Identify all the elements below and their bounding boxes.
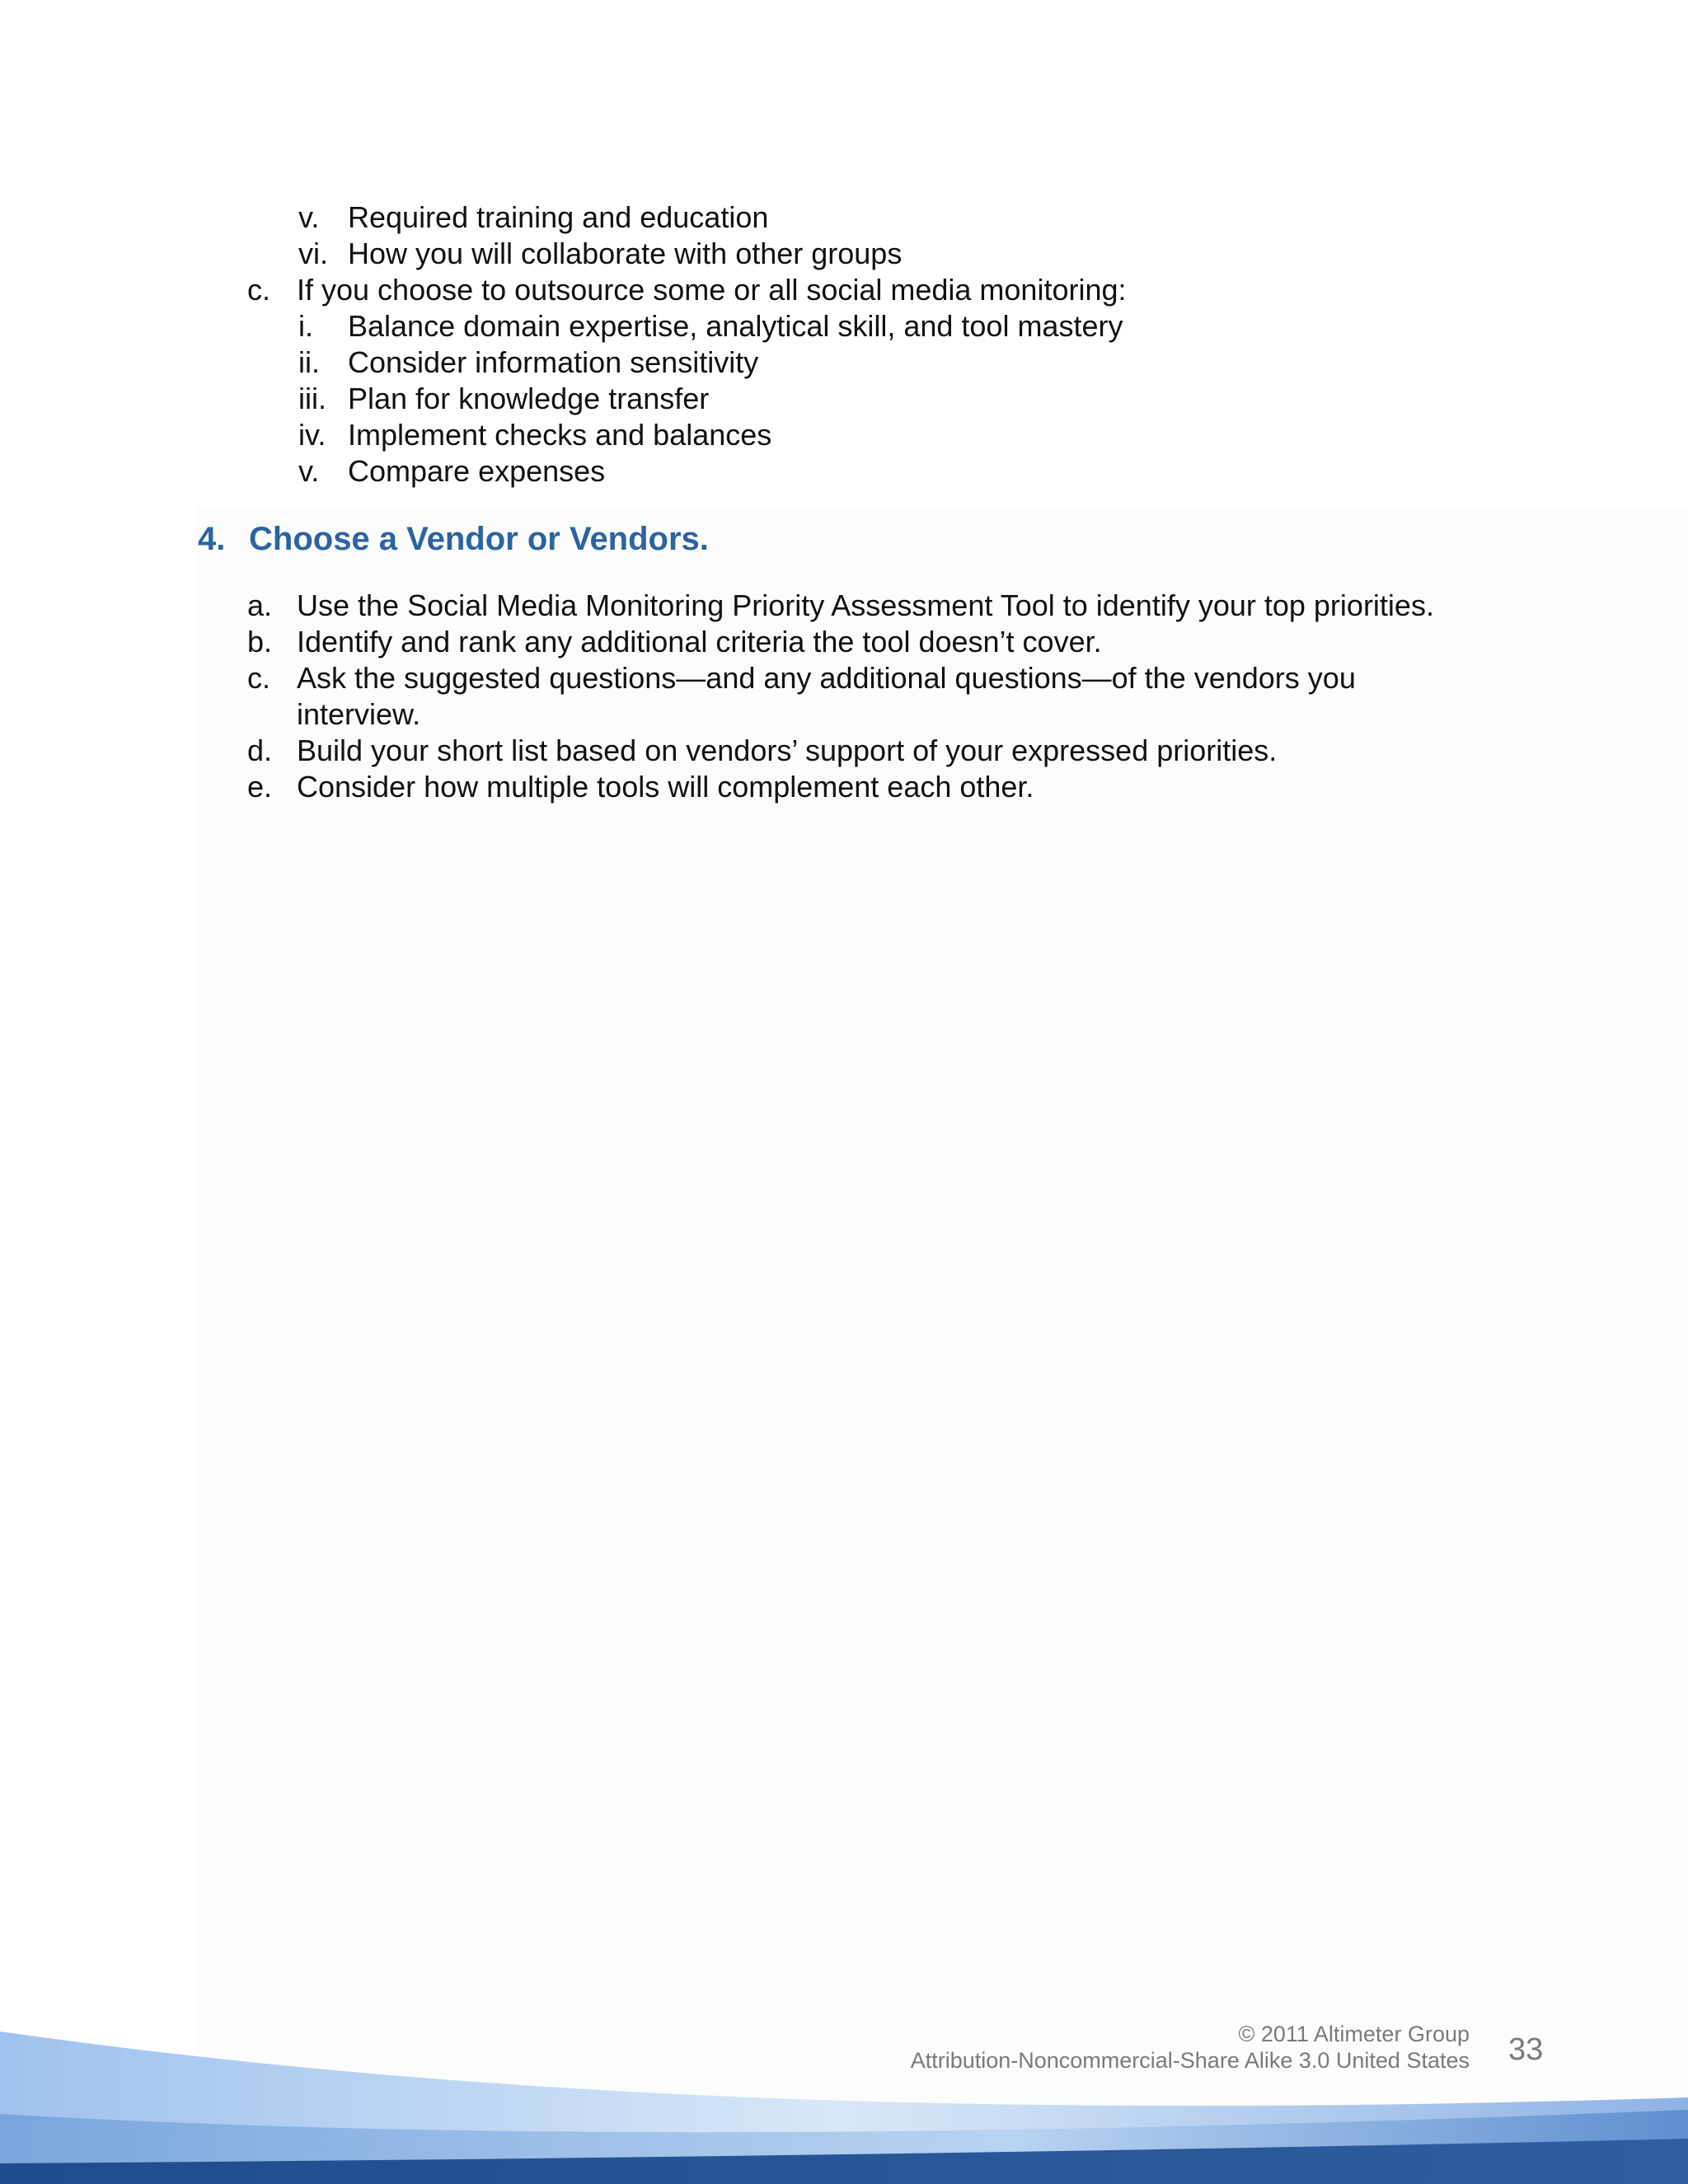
list-item-text: Plan for knowledge transfer bbox=[348, 382, 710, 415]
section-title: Choose a Vendor or Vendors. bbox=[249, 521, 709, 557]
list-marker: a. bbox=[247, 588, 273, 622]
list-marker: iv. bbox=[298, 418, 326, 452]
list-marker: ii. bbox=[298, 345, 320, 379]
footer-wave-decoration bbox=[0, 2011, 1688, 2184]
list-item-text: Ask the suggested questions—and any additional questions—of the vendors you bbox=[297, 661, 1356, 695]
list-item-text: Consider how multiple tools will complement each other. bbox=[297, 770, 1034, 804]
list-item-text: Balance domain expertise, analytical skill, and tool mastery bbox=[348, 309, 1123, 343]
list-marker: c. bbox=[247, 661, 271, 695]
list-item-text: Build your short list based on vendors’ support of your expressed priorities. bbox=[297, 733, 1278, 767]
list-marker: v. bbox=[298, 454, 320, 488]
list-item-text: Use the Social Media Monitoring Priority Assessment Tool to identify your top priorities. bbox=[297, 588, 1434, 622]
list-marker: e. bbox=[247, 770, 273, 804]
list-item-text: If you choose to outsource some or all social media monitoring: bbox=[297, 273, 1127, 307]
list-item-text: Compare expenses bbox=[348, 454, 606, 488]
list-marker: v. bbox=[298, 200, 320, 234]
list-item-text: How you will collaborate with other groups bbox=[348, 237, 903, 270]
list-marker: iii. bbox=[298, 382, 326, 415]
list-item-text: Consider information sensitivity bbox=[348, 345, 759, 379]
list-marker: c. bbox=[247, 273, 271, 307]
list-marker: i. bbox=[298, 309, 313, 343]
section-number: 4. bbox=[198, 521, 226, 557]
license-text: Attribution-Noncommercial-Share Alike 3.0 United States bbox=[910, 2048, 1470, 2073]
list-item-text: Implement checks and balances bbox=[348, 418, 772, 452]
list-marker: vi. bbox=[298, 237, 328, 270]
list-item-text: Required training and education bbox=[348, 200, 769, 234]
copyright-text: © 2011 Altimeter Group bbox=[1238, 2022, 1470, 2046]
list-marker: d. bbox=[247, 733, 273, 767]
list-marker: b. bbox=[247, 625, 273, 658]
list-item-text: Identify and rank any additional criteria the tool doesn’t cover. bbox=[297, 625, 1102, 658]
list-item-text: interview. bbox=[297, 697, 421, 731]
page-number: 33 bbox=[1508, 2032, 1544, 2067]
